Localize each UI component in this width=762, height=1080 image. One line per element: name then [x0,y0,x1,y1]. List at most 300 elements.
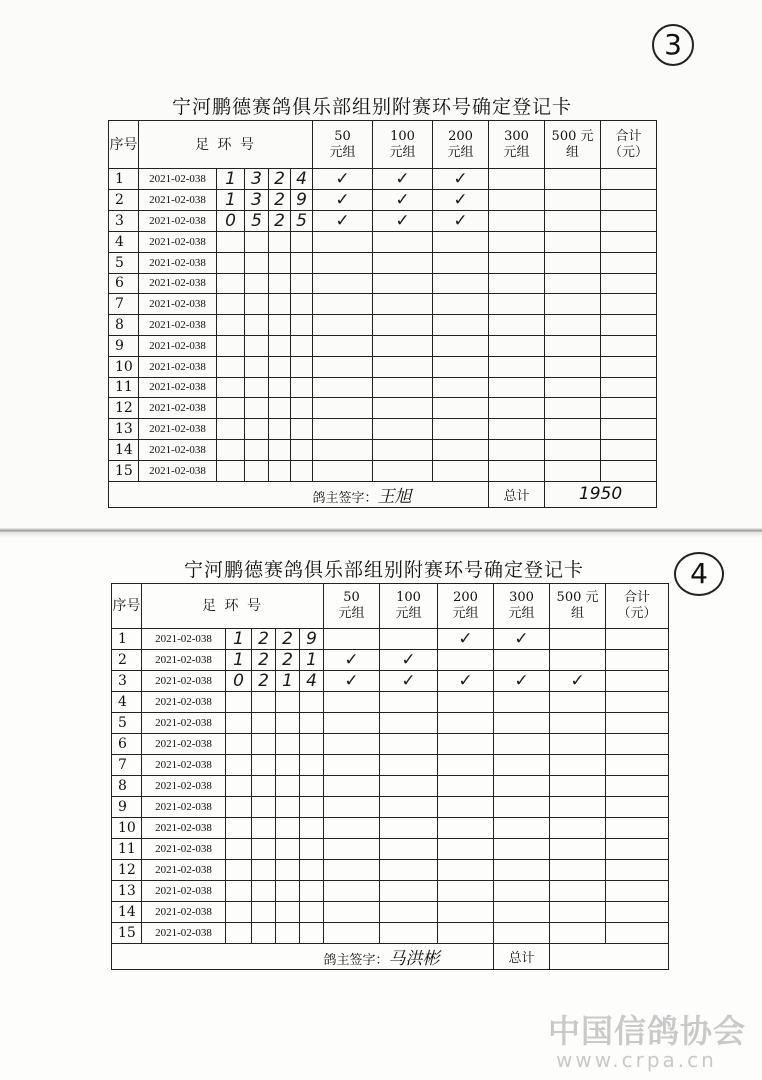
ring-digit [300,818,324,839]
group-200-mark [438,818,494,839]
group-100-mark [373,273,433,294]
group-200-mark: ✓ [438,671,494,692]
group-300-mark: ✓ [494,671,550,692]
ring-digit [226,860,252,881]
row-total [601,356,657,377]
row-number: 5 [112,713,142,734]
group-100-mark [380,776,438,797]
group-300-header: 300 元组 [494,584,550,629]
grand-total-value [550,944,669,970]
group-200-mark [438,881,494,902]
row-total [601,439,657,460]
group-300-mark [489,232,545,253]
ring-digit [269,232,291,253]
ring-prefix: 2021-02-038 [139,419,217,440]
group-100-mark [380,734,438,755]
ring-digit [217,419,245,440]
group-100-header: 100 元组 [373,121,433,169]
group-100-mark [373,398,433,419]
ring-digit [217,315,245,336]
row-number: 1 [109,169,139,190]
ring-digit [217,398,245,419]
ring-digit [245,232,269,253]
group-100-mark [373,252,433,273]
row-number: 11 [109,377,139,398]
ring-digit [245,439,269,460]
group-200-mark [433,273,489,294]
group-500-mark [545,273,601,294]
grand-total-label: 总计 [489,481,545,507]
ring-digit: 2 [269,190,291,211]
table-row [112,881,669,902]
group-100-mark [373,377,433,398]
ring-prefix: 2021-02-038 [139,169,217,190]
ring-digit: 4 [291,169,313,190]
ring-digit [245,356,269,377]
group-500-mark [545,232,601,253]
group-300-mark [494,713,550,734]
ring-digit: 2 [269,169,291,190]
group-50-mark [313,273,373,294]
ring-digit [300,860,324,881]
ring-prefix: 2021-02-038 [142,839,226,860]
ring-digit [300,713,324,734]
group-500-mark [545,335,601,356]
ring-digit [276,692,300,713]
ring-digit [245,315,269,336]
ring-digit [300,692,324,713]
group-200-mark [438,734,494,755]
group-50-mark [313,252,373,273]
grand-total-value: 1950 [545,481,657,507]
group-300-mark [489,190,545,211]
ring-digit [276,713,300,734]
row-number: 10 [109,356,139,377]
group-300-mark [494,881,550,902]
group-300-header: 300 元组 [489,121,545,169]
ring-digit [252,839,276,860]
group-200-header: 200 元组 [433,121,489,169]
row-number: 5 [109,252,139,273]
ring-digit [226,797,252,818]
ring-digit [245,377,269,398]
table-row [112,629,669,650]
table-row [109,460,657,481]
group-300-mark [489,315,545,336]
group-100-mark [380,755,438,776]
group-50-mark [324,776,380,797]
group-100-mark [380,818,438,839]
ring-digit [291,232,313,253]
ring-digit [291,460,313,481]
table-row [112,797,669,818]
page-mark-circle: 4 [674,552,724,596]
group-200-mark [433,315,489,336]
group-200-header: 200 元组 [438,584,494,629]
ring-digit [276,797,300,818]
table-row [112,776,669,797]
ring-digit [269,460,291,481]
group-200-mark [438,860,494,881]
table-row [109,211,657,232]
ring-digit [276,923,300,944]
ring-prefix: 2021-02-038 [139,335,217,356]
ring-digit: 2 [276,629,300,650]
ring-digit: 1 [300,650,324,671]
seq-header: 序号 [109,121,139,169]
group-50-mark [313,419,373,440]
total-yuan-header: 合计 （元） [601,121,657,169]
row-total [606,650,669,671]
group-50-mark [324,692,380,713]
group-200-mark [433,252,489,273]
ring-digit [276,755,300,776]
group-500-mark [550,650,606,671]
group-500-mark [545,315,601,336]
ring-digit [245,419,269,440]
ring-prefix: 2021-02-038 [139,232,217,253]
group-300-mark [494,755,550,776]
group-50-mark [313,439,373,460]
group-50-header: 50 元组 [313,121,373,169]
ring-digit [291,377,313,398]
group-50-mark [313,232,373,253]
group-500-mark [550,881,606,902]
group-200-mark [433,356,489,377]
ring-digit: 1 [226,629,252,650]
group-50-mark [324,797,380,818]
row-number: 2 [109,190,139,211]
row-number: 13 [112,881,142,902]
torn-page-edge [0,522,762,538]
owner-signature-cell [313,481,489,507]
row-total [606,797,669,818]
group-300-mark [494,797,550,818]
ring-digit [300,923,324,944]
group-300-mark [489,273,545,294]
row-number: 7 [109,294,139,315]
owner-signature-label: 鸽主签字： [323,953,389,968]
ring-digit [291,294,313,315]
ring-prefix: 2021-02-038 [142,734,226,755]
ring-digit [300,755,324,776]
group-100-mark [373,315,433,336]
ring-digit: 1 [276,671,300,692]
ring-digit: 1 [226,650,252,671]
table-row [109,232,657,253]
table-row [112,860,669,881]
ring-digit: 0 [226,671,252,692]
ring-prefix: 2021-02-038 [142,692,226,713]
group-500-mark [545,252,601,273]
card-title: 宁河鹏德赛鸽俱乐部组别附赛环号确定登记卡 [184,559,585,581]
group-200-mark [438,776,494,797]
group-300-mark [489,419,545,440]
group-300-mark [494,923,550,944]
group-500-mark [545,211,601,232]
table-row [112,818,669,839]
ring-digit [291,356,313,377]
row-total [606,818,669,839]
group-500-mark [545,356,601,377]
group-100-mark [373,335,433,356]
group-50-mark [324,629,380,650]
ring-digit: 5 [291,211,313,232]
ring-prefix: 2021-02-038 [142,650,226,671]
row-total [601,190,657,211]
ring-digit: 3 [245,190,269,211]
table-row [109,190,657,211]
group-50-mark [313,398,373,419]
row-total [606,881,669,902]
ring-digit [252,923,276,944]
ring-prefix: 2021-02-038 [142,671,226,692]
total-yuan-header: 合计 （元） [606,584,669,629]
group-300-mark [489,460,545,481]
row-number: 14 [112,902,142,923]
table-row [112,671,669,692]
group-50-mark [313,335,373,356]
group-200-mark [438,839,494,860]
row-number: 3 [112,671,142,692]
group-500-mark [550,629,606,650]
group-500-mark [550,713,606,734]
ring-digit: 2 [269,211,291,232]
ring-registration-table [111,583,669,970]
row-number: 9 [109,335,139,356]
group-100-mark: ✓ [380,650,438,671]
group-50-mark [324,818,380,839]
ring-digit: 9 [300,629,324,650]
row-total [606,629,669,650]
group-50-mark: ✓ [324,671,380,692]
group-100-mark [380,692,438,713]
group-50-mark [324,881,380,902]
group-200-mark: ✓ [433,169,489,190]
group-200-mark [433,419,489,440]
ring-prefix: 2021-02-038 [142,755,226,776]
ring-digit [300,776,324,797]
row-total [601,419,657,440]
group-50-mark [324,902,380,923]
ring-digit [252,776,276,797]
ring-prefix: 2021-02-038 [142,629,226,650]
ring-digit [252,902,276,923]
ring-digit [269,335,291,356]
group-200-mark [433,377,489,398]
table-row [109,273,657,294]
ring-digit [252,860,276,881]
ring-prefix: 2021-02-038 [139,273,217,294]
group-50-mark [324,755,380,776]
ring-digit [291,398,313,419]
group-100-mark [380,839,438,860]
group-500-mark [550,860,606,881]
group-500-header: 500 元 组 [550,584,606,629]
group-300-mark [489,439,545,460]
ring-digit [269,439,291,460]
row-number: 6 [112,734,142,755]
ring-prefix: 2021-02-038 [139,439,217,460]
row-number: 12 [109,398,139,419]
ring-digit: 2 [252,650,276,671]
ring-prefix: 2021-02-038 [139,460,217,481]
ring-digit [269,252,291,273]
group-300-mark [494,650,550,671]
table-row [109,439,657,460]
ring-digit [245,252,269,273]
group-200-mark [438,923,494,944]
ring-digit [276,902,300,923]
ring-digit [269,294,291,315]
group-200-mark [438,902,494,923]
group-500-mark [545,460,601,481]
group-100-mark [373,356,433,377]
row-total [606,860,669,881]
table-row [109,356,657,377]
group-300-mark [494,818,550,839]
ring-digit [252,881,276,902]
ring-prefix: 2021-02-038 [139,377,217,398]
group-50-mark [324,860,380,881]
group-50-mark [313,294,373,315]
ring-prefix: 2021-02-038 [142,881,226,902]
ring-digit [252,755,276,776]
group-300-mark [489,398,545,419]
group-500-mark [545,190,601,211]
group-50-mark: ✓ [324,650,380,671]
owner-signature: 王旭 [377,486,412,507]
group-300-mark [494,860,550,881]
table-row [112,923,669,944]
row-number: 3 [109,211,139,232]
ring-digit: 5 [245,211,269,232]
ring-digit [291,419,313,440]
ring-prefix: 2021-02-038 [142,713,226,734]
row-number: 11 [112,839,142,860]
card-title: 宁河鹏德赛鸽俱乐部组别附赛环号确定登记卡 [172,96,573,118]
row-number: 15 [112,923,142,944]
ring-prefix: 2021-02-038 [142,818,226,839]
owner-signature: 马洪彬 [388,949,440,969]
group-200-mark [438,650,494,671]
group-500-mark [545,419,601,440]
group-500-mark: ✓ [550,671,606,692]
group-100-mark [373,460,433,481]
table-row [112,839,669,860]
row-total [601,294,657,315]
group-200-mark [433,439,489,460]
owner-signature-label: 鸽主签字： [312,490,378,506]
row-total [601,232,657,253]
ring-digit [226,881,252,902]
ring-digit: 2 [252,629,276,650]
group-500-mark [550,902,606,923]
table-row [109,398,657,419]
group-100-mark [373,232,433,253]
row-total [606,776,669,797]
group-200-mark [438,713,494,734]
ring-digit [245,273,269,294]
ring-digit [269,315,291,336]
ring-digit: 1 [217,169,245,190]
ring-digit [291,252,313,273]
ring-digit [217,294,245,315]
owner-signature-cell [324,944,494,970]
ring-digit [252,692,276,713]
row-total [601,460,657,481]
ring-prefix: 2021-02-038 [139,294,217,315]
ring-digit [276,839,300,860]
group-100-mark: ✓ [373,190,433,211]
group-300-mark [494,776,550,797]
group-500-mark [550,734,606,755]
group-50-mark [324,839,380,860]
group-500-mark [545,377,601,398]
group-300-mark [494,692,550,713]
ring-digit [226,818,252,839]
table-row [112,902,669,923]
row-total [601,211,657,232]
ring-digit [217,356,245,377]
group-50-mark [324,734,380,755]
row-total [601,398,657,419]
group-100-mark [380,860,438,881]
group-200-mark [438,797,494,818]
ring-digit [269,273,291,294]
ring-number-header: 足 环 号 [139,121,313,169]
group-500-mark [545,439,601,460]
group-500-mark [550,755,606,776]
group-200-mark: ✓ [433,190,489,211]
group-300-mark [489,211,545,232]
page-mark-circle: 3 [652,24,694,66]
row-total [606,839,669,860]
group-50-mark: ✓ [313,190,373,211]
ring-digit: 1 [217,190,245,211]
row-number: 8 [112,776,142,797]
ring-digit [269,419,291,440]
group-100-mark [380,797,438,818]
row-number: 7 [112,755,142,776]
group-50-mark [313,460,373,481]
ring-digit [226,692,252,713]
group-100-mark: ✓ [373,211,433,232]
ring-digit [226,902,252,923]
ring-digit: 2 [252,671,276,692]
ring-digit [269,356,291,377]
ring-digit [217,252,245,273]
row-total [606,692,669,713]
ring-digit [252,797,276,818]
ring-digit [252,818,276,839]
table-row [109,169,657,190]
group-300-mark [494,902,550,923]
group-500-mark [550,797,606,818]
group-200-mark [438,755,494,776]
group-100-mark [380,713,438,734]
row-number: 2 [112,650,142,671]
ring-digit [269,377,291,398]
group-200-mark [433,398,489,419]
group-500-mark [545,294,601,315]
ring-digit [276,860,300,881]
table-row [109,335,657,356]
group-100-header: 100 元组 [380,584,438,629]
group-200-mark [433,335,489,356]
row-total [601,315,657,336]
row-number: 10 [112,818,142,839]
